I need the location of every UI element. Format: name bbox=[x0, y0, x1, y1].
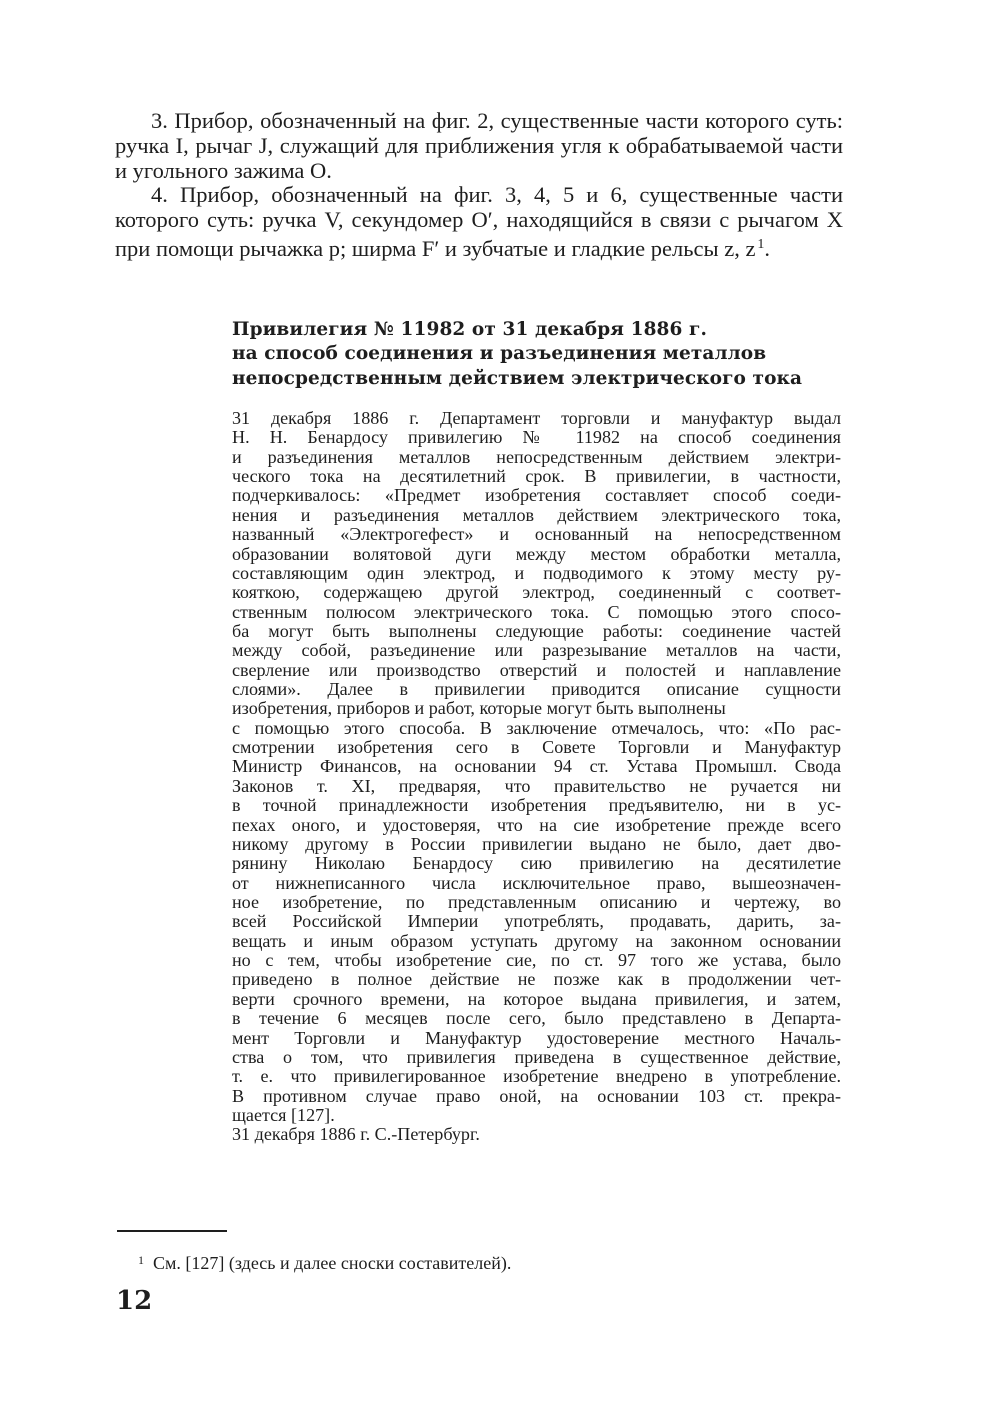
body-line: приведено в полное действие не позже как в продолжении чет- bbox=[232, 969, 841, 990]
body-line: составляющим один электрод, и подводимого к этому месту ру- bbox=[232, 562, 841, 583]
body-line: 31 декабря 1886 г. Департамент торговли и мануфактур выдал bbox=[232, 408, 841, 428]
body-line: Н. Н. Бенардосу привилегию № 11982 на способ соединения bbox=[232, 427, 841, 448]
body-line: нения и разъединения металлов действием электрического тока, bbox=[232, 504, 841, 525]
body-line: щается [127]. bbox=[232, 1104, 335, 1125]
body-line: пехах оного, и удостоверяя, что на сие изобретение прежде всего bbox=[232, 814, 841, 835]
body-line: в течение 6 месяцев после сего, было представлено в Департа- bbox=[232, 1008, 841, 1029]
body-line: слоями». Далее в привилегии приводится описание сущности bbox=[232, 679, 841, 700]
footnote-ref-marker: 1 bbox=[757, 236, 765, 252]
body-line: мент Торговли и Мануфактур удостоверение местного Началь- bbox=[232, 1027, 841, 1048]
heading-line: Привилегия № 11982 от 31 декабря 1886 г. bbox=[232, 319, 707, 340]
body-line: с помощью этого способа. В заключение отмечалось, что: «По рас- bbox=[232, 717, 841, 738]
privilege-heading bbox=[232, 318, 842, 391]
body-line: смотрении изобретения сего в Совете Торговли и Мануфактур bbox=[232, 737, 841, 758]
body-line: верти срочного времени, на которое выдана привилегия, и затем, bbox=[232, 988, 841, 1009]
body-line: но с тем, чтобы изобретение сие, по ст. 97 того же устава, было bbox=[232, 950, 841, 971]
footnote-divider bbox=[117, 1230, 227, 1232]
body-line: т. е. что привилегированное изобретение внедрено в употребление. bbox=[232, 1066, 841, 1087]
upper-text-block bbox=[115, 109, 843, 262]
body-line: кояткою, содержащею другой электрод, соединенный с соответ- bbox=[232, 582, 841, 603]
item-4-end-period: . bbox=[764, 235, 770, 261]
heading-line: непосредственным действием электрического тока bbox=[232, 367, 803, 389]
footnote-marker: 1 bbox=[138, 1253, 144, 1267]
item-4-text: 4. Прибор, обозначенный на фиг. 3, 4, 5 и 6, существенные части которого суть: ручка V, секундомер O′, находящийся в связи с рычагом X при помощи рычажка p; ширма F′ и зубчатые и гладкие рельсы z, z bbox=[115, 182, 843, 261]
body-line: в точной принадлежности изобретения предъявителю, ни в ус- bbox=[232, 795, 841, 816]
body-line: 31 декабря 1886 г. С.-Петербург. bbox=[232, 1124, 480, 1145]
body-line: В противном случае право оной, на основании 103 ст. прекра- bbox=[232, 1085, 841, 1106]
footnote bbox=[138, 1249, 511, 1274]
body-line: и разъединения металлов непосредственным действием электри- bbox=[232, 446, 841, 467]
body-line: между собой, разъединение или разрезывание металлов на части, bbox=[232, 640, 841, 661]
body-line: ственным полюсом электрического тока. С помощью этого спосо- bbox=[232, 601, 841, 622]
item-4-paragraph bbox=[115, 183, 843, 261]
body-line: ческого тока на десятилетний срок. В привилегии, в частности, bbox=[232, 466, 841, 487]
body-line: ное изобретение, по представленным описанию и чертежу, во bbox=[232, 891, 841, 912]
body-line: Законов т. XI, предваряя, что правительство не ручается ни bbox=[232, 775, 841, 796]
body-line: от нижнеписанного числа исключительное право, вышеозначен- bbox=[232, 872, 841, 893]
body-line: образовании волятовой дуги между местом обработки металла, bbox=[232, 543, 841, 564]
body-line: вещать и иным образом уступать другому на законном основании bbox=[232, 930, 841, 951]
body-line: изобретения, приборов и работ, которые могут быть выполнены bbox=[232, 698, 726, 719]
body-line: никому другому в России привилегии выдано не было, дает дво- bbox=[232, 833, 841, 854]
body-line: ства о том, что привилегия приведена в существенное действие, bbox=[232, 1046, 841, 1067]
body-line: рянину Николаю Бенардосу сию привилегию на десятилетие bbox=[232, 853, 841, 874]
body-line: названный «Электрогефест» и основанный на непосредственном bbox=[232, 524, 841, 545]
footnote-text: См. [127] (здесь и далее сноски составителей). bbox=[153, 1253, 512, 1273]
privilege-body-text bbox=[232, 409, 841, 1145]
body-line: Министр Финансов, на основании 94 ст. Устава Промышл. Свода bbox=[232, 756, 841, 777]
body-line: сверление или производство отверстий и полостей и наплавление bbox=[232, 659, 841, 680]
body-line: ба могут быть выполнены следующие работы: соединение частей bbox=[232, 620, 841, 641]
body-line: всей Российской Империи употреблять, продавать, дарить, за- bbox=[232, 911, 841, 932]
heading-line: на способ соединения и разъединения металлов bbox=[232, 343, 767, 365]
page-number: 12 bbox=[116, 1286, 153, 1316]
body-line: подчеркивалось: «Предмет изобретения составляет способ соеди- bbox=[232, 485, 841, 506]
item-3-paragraph: 3. Прибор, обозначенный на фиг. 2, существенные части которого суть: ручка I, рычаг J, служащий для приближения угля к обрабатываемой части и угольного зажима O. bbox=[115, 108, 843, 183]
